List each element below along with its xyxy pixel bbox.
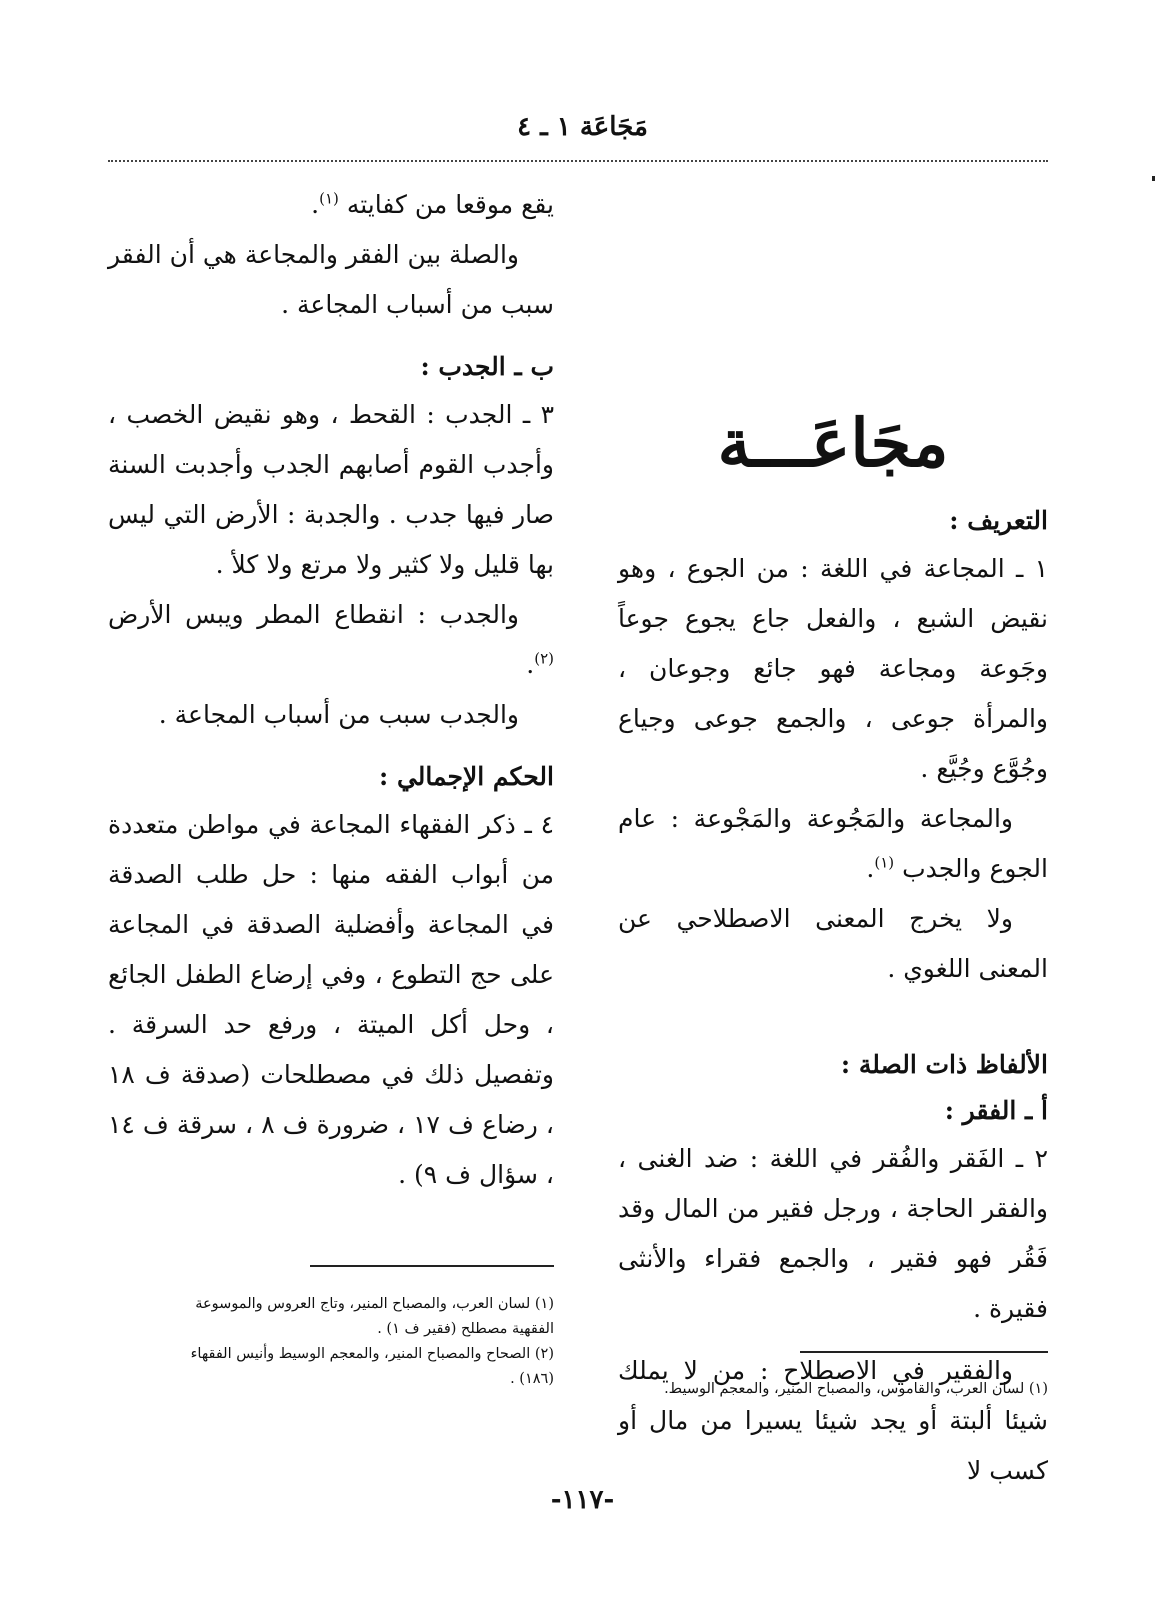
footnote-ref: (١) xyxy=(874,853,895,872)
article-title: مجَاعَـــة xyxy=(717,404,949,482)
left-column xyxy=(108,180,554,1200)
paragraph-continued-end: . xyxy=(311,190,320,219)
page-number: -١١٧- xyxy=(550,1485,615,1515)
heading-definition: التعريف : xyxy=(949,506,1048,535)
paragraph-continued-text: يقع موقعا من كفايته xyxy=(346,190,554,219)
paragraph-drought-definition: ٣ ـ الجدب : القحط ، وهو نقيض الخصب ، وأجدب القوم أصابهم الجدب وأجدبت السنة صار فيها جدب . والجدبة : الأرض التي ليس بها قليل ولا كثير ولا مرتع ولا كلأ . xyxy=(108,400,554,579)
paragraph-5-poor: والفقير في الاصطلاح : من لا يملك شيئا ألبتة أو يجد شيئا يسيرا من مال أو كسب لا xyxy=(618,1356,1048,1485)
heading-poverty: أ ـ الفقر : xyxy=(944,1096,1048,1125)
paragraph-continued xyxy=(108,180,554,230)
page-header-title: مَجَاعَة ١ ـ ٤ xyxy=(517,112,648,142)
paragraph-2-end: . xyxy=(866,854,875,883)
heading-ruling: الحكم الإجمالي : xyxy=(379,762,554,791)
paragraph-drought-meaning-text: والجدب : انقطاع المطر ويبس الأرض xyxy=(108,600,519,629)
footnotes-right xyxy=(588,1377,1048,1402)
paragraph-drought-relation: والجدب سبب من أسباب المجاعة . xyxy=(158,700,519,729)
paragraph-drought-meaning xyxy=(108,590,554,690)
paragraph-drought-meaning-end: . xyxy=(526,650,535,679)
right-column xyxy=(618,498,1048,1496)
paragraph-1-definition: ١ ـ المجاعة في اللغة : من الجوع ، وهو نقيض الشبع ، والفعل جاع يجوع جوعاً وجَوعة ومجاعة فهو جائع وجوعان ، والمرأة جوعى ، والجمع جوعى وجياع وجُوَّع وجُيَّع . xyxy=(618,554,1048,783)
footnotes-left xyxy=(190,1292,554,1392)
footnote-ref: (٢) xyxy=(534,649,554,668)
paragraph-ruling: ٤ ـ ذكر الفقهاء المجاعة في مواطن متعددة من أبواب الفقه منها : حل طلب الصدقة في المجاعة وأفضلية الصدقة في المجاعة على حج التطوع ، وفي إرضاع الطفل الجائع ، وحل أكل الميتة ، ورفع حد السرقة . وتفصيل ذلك في مصطلحات (صدقة ف ١٨ ، رضاع ف ١٧ ، ضرورة ف ٨ ، سرقة ف ١٤ ، سؤال ف ٩) . xyxy=(108,810,554,1189)
footnote-divider-right xyxy=(800,1351,1048,1353)
paragraph-2-text: والمجاعة والمَجُوعة والمَجْوعة : عام الجوع والجدب xyxy=(618,804,1048,883)
paragraph-4-poverty: ٢ ـ الفَقر والفُقر في اللغة : ضد الغنى ، والفقر الحاجة ، ورجل فقير من المال وقد فَقُر فهو فقير ، والجمع فقراء والأنثى فقيرة . xyxy=(618,1144,1048,1323)
header-divider xyxy=(108,160,1048,162)
footnote-left-1: (١) لسان العرب، والمصباح المنير، وتاج العروس والموسوعة الفقهية مصطلح (فقير ف ١) . xyxy=(195,1296,554,1337)
footnote-left-2: (٢) الصحاح والمصباح المنير، والمعجم الوسيط وأنيس الفقهاء (١٨٦) . xyxy=(190,1346,554,1387)
footnote-divider-left xyxy=(310,1265,554,1267)
heading-related-terms: الألفاظ ذات الصلة : xyxy=(840,1050,1048,1079)
heading-drought: ب ـ الجدب : xyxy=(420,352,554,381)
footnote-right-1: (١) لسان العرب، والقاموس، والمصباح المنير، والمعجم الوسيط. xyxy=(664,1381,1048,1397)
paragraph-2-terms xyxy=(618,794,1048,894)
margin-mark xyxy=(1152,176,1155,181)
paragraph-3-technical: ولا يخرج المعنى الاصطلاحي عن المعنى اللغوي . xyxy=(618,904,1048,983)
paragraph-relation-poverty: والصلة بين الفقر والمجاعة هي أن الفقر سبب من أسباب المجاعة . xyxy=(108,240,554,319)
footnote-ref: (١) xyxy=(319,189,339,208)
